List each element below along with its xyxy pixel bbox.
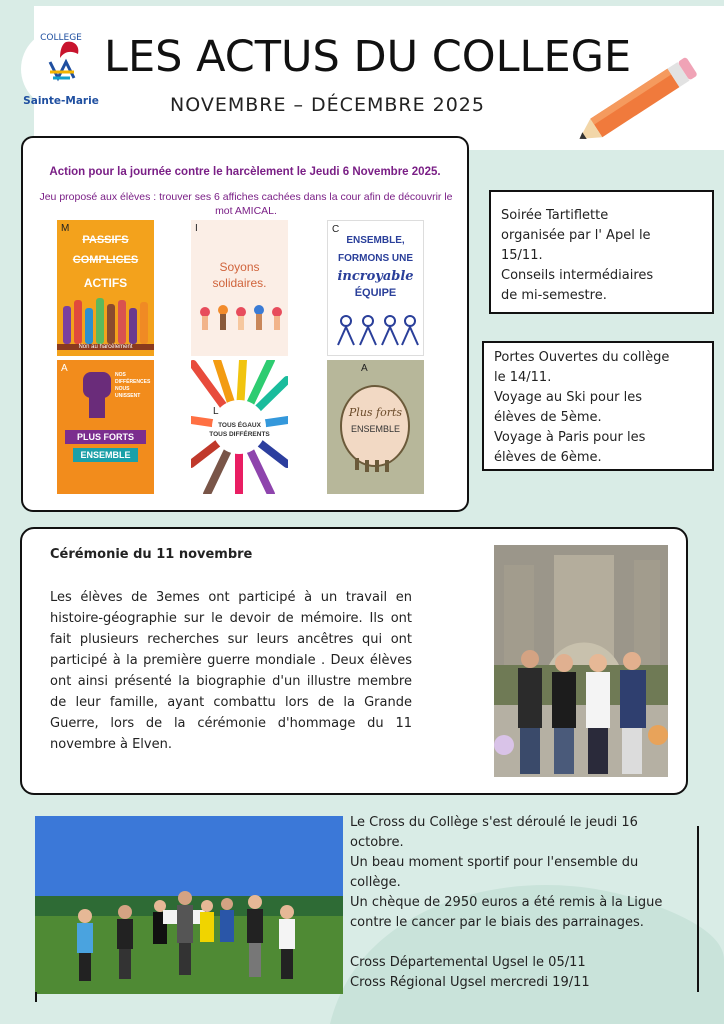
- poster-letter: C: [332, 224, 340, 235]
- poster-line: solidaires.: [212, 276, 267, 290]
- info-line: Soirée Tartiflette: [501, 208, 609, 223]
- page-subtitle: NOVEMBRE – DÉCEMBRE 2025: [170, 94, 485, 116]
- cross-line: octobre.: [350, 835, 404, 850]
- raised-fist-illustration: [77, 368, 117, 418]
- info-line: de mi-semestre.: [501, 288, 607, 303]
- info-line: Portes Ouvertes du collège: [494, 350, 670, 365]
- info-line: Voyage au Ski pour les: [494, 390, 643, 405]
- cross-line: Le Cross du Collège s'est déroulé le jeudi 16: [350, 815, 638, 830]
- poster-letter: M: [61, 223, 70, 234]
- pencil-icon: [566, 46, 706, 156]
- poster-line: incroyable: [337, 269, 414, 284]
- poster-line: ENSEMBLE,: [346, 235, 405, 246]
- info-box-tartiflette: [489, 190, 714, 314]
- info-line: élèves de 5ème.: [494, 410, 602, 425]
- poster-line: Plus forts: [348, 406, 403, 419]
- poster-line: NOS: [115, 372, 126, 378]
- poster-plus-forts: [57, 360, 154, 494]
- harassment-title: Action pour la journée contre le harcèlement le Jeudi 6 Novembre 2025.: [49, 166, 441, 178]
- info-line: 15/11.: [501, 248, 543, 263]
- info-line: Conseils intermédiaires: [501, 268, 654, 283]
- poster-line: UNISSENT: [115, 393, 141, 399]
- info-box-portes-ouvertes: [482, 341, 714, 471]
- ceremony-title: Cérémonie du 11 novembre: [50, 547, 253, 562]
- logo-top-text: COLLEGE: [40, 33, 82, 43]
- poster-letter: A: [361, 363, 368, 374]
- raised-hands-illustration: [57, 296, 154, 344]
- poster-line: COMPLICES: [72, 254, 139, 266]
- college-logo: [20, 28, 102, 110]
- logo-bottom-text: Sainte-Marie: [23, 95, 99, 107]
- poster-letter: I: [195, 223, 198, 234]
- poster-solidaires: [191, 220, 288, 356]
- harassment-description: Jeu proposé aux élèves : trouver ses 6 affiches cachées dans la cour afin de découvrir le mot AMICAL.: [39, 191, 453, 217]
- poster-line: PLUS FORTS: [65, 430, 146, 444]
- hearts-hands-illustration: [191, 302, 288, 332]
- cross-line: Cross Régional Ugsel mercredi 19/11: [350, 975, 590, 990]
- poster-equipe: [327, 220, 424, 356]
- poster-ensemble: [327, 360, 424, 494]
- cross-photo: [35, 816, 343, 994]
- info-line: organisée par l' Apel le: [501, 228, 651, 243]
- info-line: élèves de 6ème.: [494, 450, 602, 465]
- poster-letter: L: [213, 406, 219, 417]
- poster-line: ACTIFS: [83, 276, 128, 290]
- poster-tous-egaux: [191, 360, 288, 494]
- divider-line: [697, 826, 699, 992]
- poster-line: Soyons: [219, 260, 260, 274]
- poster-line: PASSIFS: [82, 234, 129, 246]
- cross-line: Un beau moment sportif pour l'ensemble du: [350, 855, 639, 870]
- info-line: Voyage à Paris pour les: [494, 430, 646, 445]
- harassment-card: [21, 136, 469, 512]
- poster-line: ENSEMBLE: [350, 424, 401, 434]
- ceremony-photo: [494, 545, 668, 777]
- page-title: LES ACTUS DU COLLEGE: [104, 32, 632, 82]
- poster-line: ÉQUIPE: [354, 287, 397, 299]
- poster-line: ENSEMBLE: [73, 448, 138, 462]
- team-illustration: [328, 313, 424, 349]
- cross-line: Cross Départemental Ugsel le 05/11: [350, 955, 586, 970]
- cross-line: collège.: [350, 875, 401, 890]
- poster-passifs: [57, 220, 154, 356]
- ceremony-card: [20, 527, 688, 795]
- cross-line: Un chèque de 2950 euros a été remis à la Ligue: [350, 895, 663, 910]
- poster-line: NOUS: [115, 386, 130, 392]
- info-line: le 14/11.: [494, 370, 552, 385]
- cross-text: [350, 813, 700, 993]
- cross-line: contre le cancer par le biais des parrainages.: [350, 915, 644, 930]
- poster-line: TOUS ÉGAUX: [218, 422, 261, 429]
- cross-spacer: [350, 933, 700, 953]
- poster-footer: Non au harcèlement: [57, 344, 154, 350]
- ceremony-body: Les élèves de 3emes ont participé à un travail en histoire-géographie sur le devoir de mémoire. Ils ont fait plusieurs recherches sur leurs ancêtres qui ont participé à la première guerre mondiale . Deux élèves ont ainsi présenté la biographie d'un illustre membre de leur famille, ayant combattu lors de la Grande Guerre, lors de la cérémonie d'hommage du 11 novembre à Elven.: [50, 590, 412, 752]
- poster-line: FORMONS UNE: [338, 253, 413, 264]
- divider-tick: [35, 992, 37, 1002]
- poster-line: TOUS DIFFÉRENTS: [209, 431, 270, 438]
- poster-letter: A: [61, 363, 68, 374]
- poster-line: DIFFÉRENCES: [115, 379, 151, 385]
